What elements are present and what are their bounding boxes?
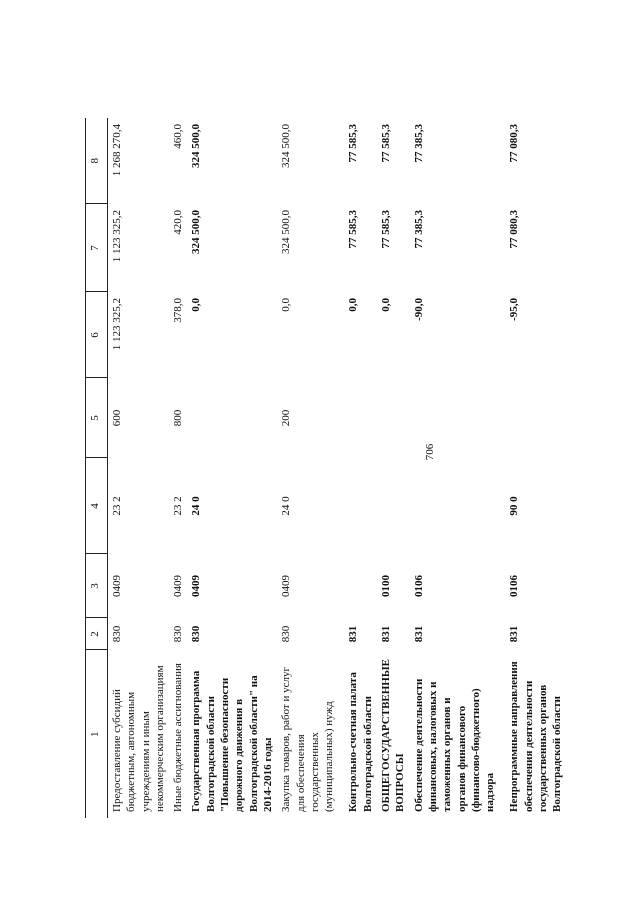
cell-target: 24 0: [190, 496, 203, 516]
row-description: Закупка товаров, работ и услуг для обеспечения государственных (муниципальных) нужд: [280, 667, 336, 812]
cell-code: 830: [280, 625, 293, 643]
column-header: 1: [86, 650, 108, 818]
table-row: [187, 118, 277, 818]
cell-amount-7: 77 385,3: [412, 210, 425, 249]
table-row: [499, 118, 566, 818]
column-header: 7: [86, 204, 108, 292]
cell-amount-8: 77 585,3: [347, 124, 360, 163]
cell-code: 830: [111, 625, 123, 643]
cell-section: [338, 554, 377, 618]
cell-target: 90 0: [508, 496, 521, 516]
column-header: 5: [86, 378, 108, 458]
table-row: [377, 118, 410, 818]
cell-amount-7: 420,0: [172, 210, 185, 235]
cell-amount-6: -95,0: [508, 298, 521, 321]
cell-target: 24 0: [280, 496, 293, 516]
cell-type: [499, 378, 566, 458]
cell-amount-7: 1 123 325,2: [111, 210, 123, 263]
cell-amount-8: 77 585,3: [380, 124, 393, 163]
cell-amount-8: 460,0: [172, 124, 185, 149]
cell-amount-6: 0,0: [280, 298, 293, 312]
cell-target: [338, 458, 377, 554]
cell-target: 23 2: [111, 496, 123, 516]
cell-amount-7: 77 080,3: [508, 210, 521, 249]
cell-code: 831: [508, 625, 521, 643]
cell-amount-6: 0,0: [380, 298, 393, 312]
cell-code: 831: [412, 625, 425, 643]
budget-table: [85, 118, 567, 818]
cell-type: [338, 378, 377, 458]
table-row: [108, 118, 170, 818]
row-description: Непрограммные направления обеспечения деятельности государственных органов Волгоградской области: [508, 661, 564, 812]
cell-amount-7: 77 585,3: [380, 210, 393, 249]
table-row: [338, 118, 377, 818]
table-header-row: [86, 118, 108, 818]
cell-amount-8: 77 385,3: [412, 124, 425, 163]
cell-amount-8: 77 080,3: [508, 124, 521, 163]
cell-amount-6: 0,0: [190, 298, 203, 312]
row-description: Иные бюджетные ассигнования: [172, 663, 185, 812]
cell-section: 0409: [111, 575, 123, 597]
cell-code: 831: [347, 625, 360, 643]
cell-target: 23 2: [172, 496, 185, 516]
cell-type: 600: [111, 409, 123, 427]
column-header: 6: [86, 292, 108, 378]
cell-type: 200: [280, 409, 293, 427]
cell-amount-7: 77 585,3: [347, 210, 360, 249]
cell-section: 0100: [380, 575, 393, 597]
cell-type: [377, 378, 410, 458]
cell-code: 830: [172, 625, 185, 643]
cell-target: [410, 458, 500, 554]
column-header: 2: [86, 618, 108, 650]
row-description: ОБЩЕГОСУДАРСТВЕННЫЕ ВОПРОСЫ: [380, 659, 407, 812]
table-row: [277, 118, 338, 818]
cell-section: 0409: [190, 575, 203, 597]
budget-table-container: [85, 118, 564, 818]
column-header: 8: [86, 118, 108, 204]
cell-amount-8: 324 500,0: [190, 124, 203, 168]
row-description: Контрольно-счетная палата Волгоградской области: [347, 672, 374, 812]
cell-amount-6: 0,0: [347, 298, 360, 312]
cell-section: 0106: [508, 575, 521, 597]
cell-section: 0409: [172, 575, 185, 597]
cell-amount-7: 324 500,0: [280, 210, 293, 254]
column-header: 3: [86, 554, 108, 618]
cell-amount-8: 324 500,0: [280, 124, 293, 168]
page-number: 706: [424, 443, 436, 461]
cell-amount-6: 378,0: [172, 298, 185, 323]
cell-amount-7: 324 500,0: [190, 210, 203, 254]
cell-section: 0106: [412, 575, 425, 597]
row-description: Государственная программа Волгоградской области "Повышение безопасности дорожного движения в Волгоградской области" на 2014-2016 годы: [190, 670, 274, 812]
table-row: [169, 118, 187, 818]
cell-target: [377, 458, 410, 554]
row-description: Предоставление субсидий бюджетным, автономным учреждениям и иным некоммерческим организациям: [111, 665, 166, 812]
cell-type: 800: [172, 409, 185, 427]
column-header: 4: [86, 458, 108, 554]
cell-amount-8: 1 268 270,4: [111, 124, 123, 177]
table-row: [410, 118, 500, 818]
row-description: Обеспечение деятельности финансовых, налоговых и таможенных органов и органов финансового (финансово-бюджетного) надзора: [412, 678, 497, 812]
cell-section: 0409: [280, 575, 293, 597]
cell-code: 831: [380, 625, 393, 643]
cell-code: 830: [190, 625, 203, 643]
cell-amount-6: 1 123 325,2: [111, 298, 123, 351]
cell-amount-6: -90,0: [412, 298, 425, 321]
cell-type: [410, 378, 500, 458]
cell-type: [187, 378, 277, 458]
